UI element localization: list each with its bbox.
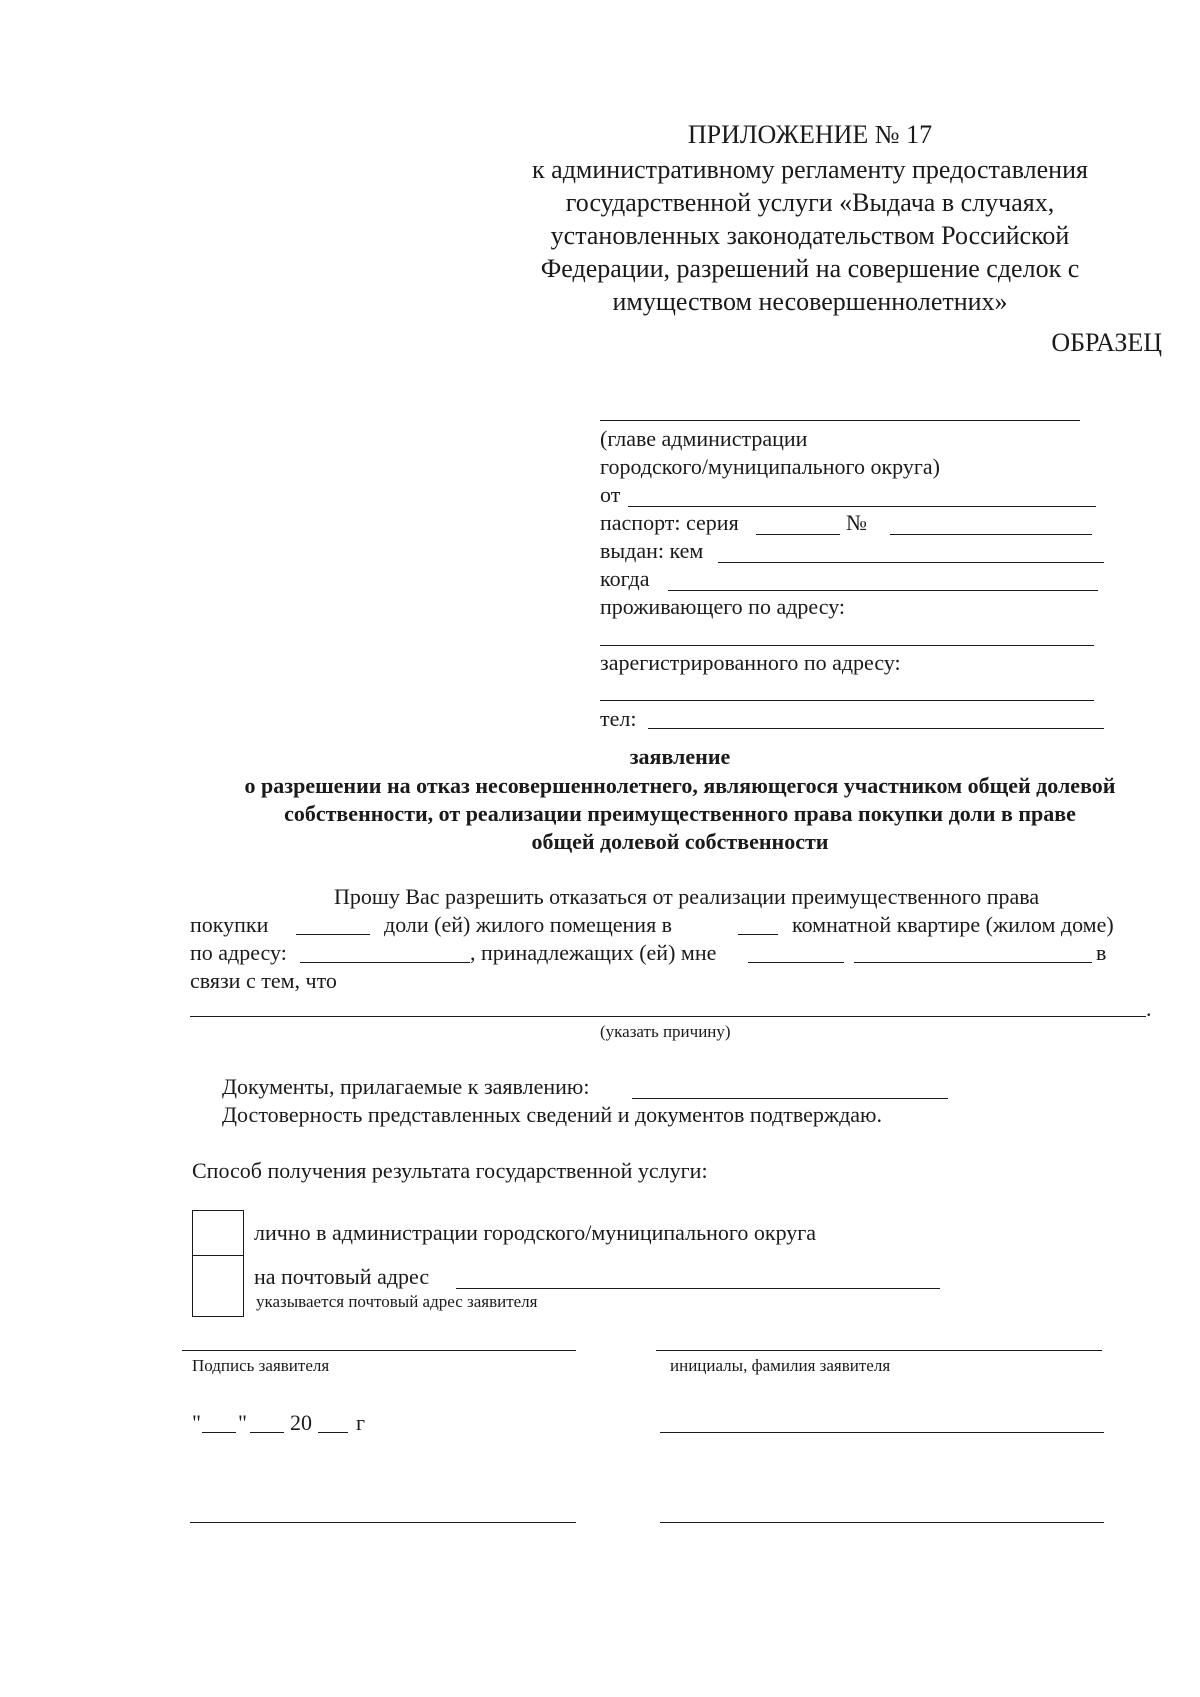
statement-word: заявление: [629, 744, 731, 769]
reason-field[interactable]: [190, 1016, 1146, 1017]
reason-period: .: [1146, 996, 1152, 1021]
from-field[interactable]: [628, 506, 1096, 507]
passport-number-field[interactable]: [890, 534, 1092, 535]
owner-field-1[interactable]: [748, 962, 844, 963]
option-mail-checkbox[interactable]: [192, 1254, 244, 1317]
owned-text: , принадлежащих (ей) мне: [470, 940, 717, 965]
statement-title: [180, 772, 1180, 856]
signature-field[interactable]: [182, 1350, 576, 1351]
property-address-field[interactable]: [300, 962, 470, 963]
rooms-field[interactable]: [738, 934, 778, 935]
purchase-label: покупки: [190, 912, 269, 937]
right-field-1[interactable]: [660, 1432, 1104, 1433]
from-label: от: [600, 482, 621, 507]
addressee-hint-2: городского/муниципального округа): [600, 454, 940, 479]
passport-number-label: №: [846, 510, 867, 535]
residing-label: проживающего по адресу:: [600, 594, 846, 619]
request-line-1: Прошу Вас разрешить отказаться от реализации преимущественного права: [334, 884, 1040, 909]
statement-title-line-3: общей долевой собственности: [531, 829, 829, 854]
documents-field[interactable]: [632, 1098, 948, 1099]
issued-when-label: когда: [600, 566, 650, 591]
confirmation-text: Достоверность представленных сведений и документов подтверждаю.: [222, 1102, 882, 1127]
date-year-field[interactable]: [318, 1432, 348, 1433]
date-quote-close: ": [238, 1410, 247, 1435]
option-in-person-checkbox[interactable]: [192, 1210, 244, 1256]
bottom-left-field[interactable]: [190, 1522, 576, 1523]
appendix-line-3: установленных законодательством Российской: [550, 221, 1070, 250]
in-word: в: [1096, 940, 1107, 965]
share-field[interactable]: [296, 934, 370, 935]
date-quote-open: ": [192, 1410, 201, 1435]
address-label: по адресу:: [190, 940, 287, 965]
addressee-name-field[interactable]: [600, 420, 1080, 421]
owner-field-2[interactable]: [854, 962, 1092, 963]
issued-by-label: выдан: кем: [600, 538, 704, 563]
date-day-field[interactable]: [202, 1432, 236, 1433]
documents-label: Документы, прилагаемые к заявлению:: [222, 1074, 590, 1099]
phone-label: тел:: [600, 706, 637, 731]
option-mail-label: на почтовый адрес: [254, 1264, 430, 1289]
date-year-prefix: 20: [290, 1410, 312, 1435]
statement-title-line-2: собственности, от реализации преимущественного права покупки доли в праве: [284, 801, 1076, 826]
option-in-person-label: лично в администрации городского/муниципального округа: [254, 1220, 817, 1245]
appendix-header: [480, 118, 1140, 318]
registered-label: зарегистрированного по адресу:: [600, 650, 901, 675]
residing-address-field[interactable]: [600, 645, 1094, 646]
appendix-line-5: имуществом несовершеннолетних»: [612, 287, 1008, 316]
reason-hint: (указать причину): [600, 1022, 731, 1041]
issued-when-field[interactable]: [668, 590, 1098, 591]
initials-field[interactable]: [656, 1350, 1102, 1351]
sample-mark: ОБРАЗЕЦ: [1051, 328, 1162, 357]
apartment-text: комнатной квартире (жилом доме): [792, 912, 1114, 937]
method-label: Способ получения результата государственной услуги:: [192, 1158, 708, 1183]
appendix-line-4: Федерации, разрешений на совершение сделок с: [540, 254, 1080, 283]
initials-label: инициалы, фамилия заявителя: [670, 1356, 891, 1375]
signature-label: Подпись заявителя: [192, 1356, 330, 1375]
because-label: связи с тем, что: [190, 968, 337, 993]
phone-field[interactable]: [648, 728, 1104, 729]
share-text: доли (ей) жилого помещения в: [384, 912, 673, 937]
issued-by-field[interactable]: [718, 562, 1104, 563]
passport-series-field[interactable]: [756, 534, 840, 535]
bottom-right-field[interactable]: [660, 1522, 1104, 1523]
date-year-suffix: г: [356, 1410, 366, 1435]
passport-series-label: паспорт: серия: [600, 510, 739, 535]
addressee-hint-1: (главе администрации: [600, 426, 808, 451]
option-mail-hint: указывается почтовый адрес заявителя: [256, 1292, 538, 1311]
registered-address-field[interactable]: [600, 700, 1094, 701]
appendix-line-1: к административному регламенту предоставления: [532, 155, 1088, 184]
appendix-number: ПРИЛОЖЕНИЕ № 17: [687, 120, 933, 149]
mail-address-field[interactable]: [456, 1288, 940, 1289]
statement-title-line-1: о разрешении на отказ несовершеннолетнего, являющегося участником общей долевой: [244, 773, 1116, 798]
appendix-line-2: государственной услуги «Выдача в случаях,: [565, 188, 1055, 217]
date-month-field[interactable]: [250, 1432, 284, 1433]
